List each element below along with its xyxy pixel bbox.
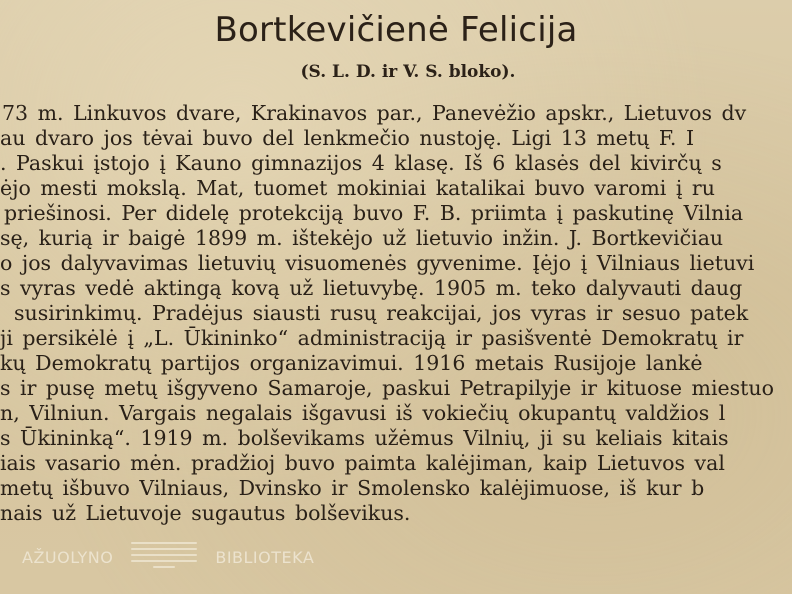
text-line: iais vasario mėn. pradžioj buvo paimta kalėjiman, kaip Lietuvos val bbox=[0, 451, 725, 475]
watermark-right-text: BIBLIOTEKA bbox=[215, 547, 315, 567]
text-line: nais už Lietuvoje sugautus bolševikus. bbox=[0, 501, 411, 525]
library-watermark bbox=[22, 540, 314, 574]
page-subtitle: (S. L. D. ir V. S. bloko). bbox=[300, 62, 516, 82]
text-line: 73 m. Linkuvos dvare, Krakinavos par., Panevėžio apskr., Lietuvos dv bbox=[2, 101, 747, 125]
text-line: s vyras vedė aktingą kovą už lietuvybę. 1905 m. teko dalyvauti daug bbox=[0, 276, 743, 300]
text-line: sę, kurią ir baigė 1899 m. ištekėjo už lietuvio inžin. J. Bortkevičiau bbox=[0, 226, 724, 250]
text-line: n, Vilniun. Vargais negalais išgavusi iš vokiečių okupantų valdžios l bbox=[0, 401, 726, 425]
text-line: . Paskui įstojo į Kauno gimnazijos 4 klasę. Iš 6 klasės del kivirčų s bbox=[0, 151, 722, 175]
text-line: metų išbuvo Vilniaus, Dvinsko ir Smolensko kalėjimuose, iš kur b bbox=[0, 476, 705, 500]
text-line: s ir pusę metų išgyveno Samaroje, paskui Petrapilyje ir kituose miestuo bbox=[0, 376, 774, 400]
text-line: susirinkimų. Pradėjus siausti rusų reakcijai, jos vyras ir sesuo patek bbox=[14, 301, 749, 325]
text-line: kų Demokratų partijos organizavimui. 1916 metais Rusijoje lankė bbox=[0, 351, 703, 375]
text-line: o jos dalyvavimas lietuvių visuomenės gyvenime. Įėjo į Vilniaus lietuvi bbox=[0, 251, 755, 275]
text-line: au dvaro jos tėvai buvo del lenkmečio nustoję. Ligi 13 metų F. I bbox=[0, 126, 695, 150]
page-title: Bortkevičienė Felicija bbox=[214, 10, 578, 50]
text-line: ji persikėlė į „L. Ūkininko“ administraciją ir pasišventė Demokratų ir bbox=[0, 326, 744, 350]
text-line: ėjo mesti mokslą. Mat, tuomet mokiniai katalikai buvo varomi į ru bbox=[0, 176, 715, 200]
text-line: s Ūkininką“. 1919 m. bolševikams užėmus Vilnių, ji su keliais kitais bbox=[0, 426, 729, 450]
oak-waves-logo-icon bbox=[131, 540, 197, 574]
text-line: priešinosi. Per didelę protekciją buvo F. B. priimta į paskutinę Vilnia bbox=[4, 201, 744, 225]
watermark-left-text: AŽUOLYNO bbox=[22, 547, 114, 567]
